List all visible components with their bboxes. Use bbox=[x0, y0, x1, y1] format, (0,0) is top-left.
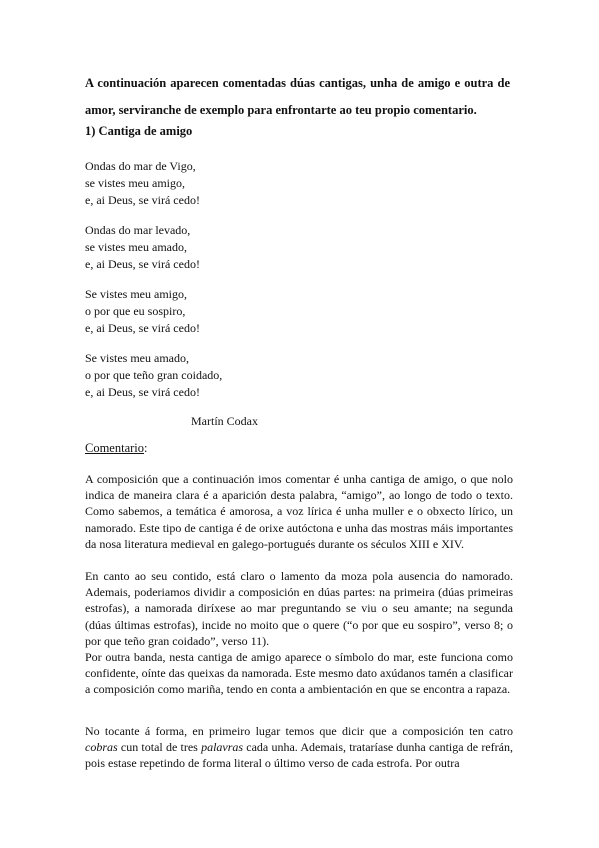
poem-stanza-1 bbox=[85, 158, 200, 209]
poem-stanza-3 bbox=[85, 286, 200, 337]
poem-verse: Se vistes meu amigo, bbox=[85, 287, 187, 301]
poem-stanza-4 bbox=[85, 350, 222, 401]
poem-verse: e, ai Deus, se virá cedo! bbox=[85, 257, 200, 271]
commentary-paragraph-3: Por outra banda, nesta cantiga de amigo aparece o símbolo do mar, este funciona como confidente, oínte das queixas da namorada. Este mesmo dato axúdanos tamén a clasificar a composición como mariña, tendo en conta a ambientación en que se encontra a rapaza. bbox=[85, 650, 513, 697]
poem-verse: Ondas do mar levado, bbox=[85, 223, 191, 237]
poem-verse: e, ai Deus, se virá cedo! bbox=[85, 385, 200, 399]
poem-verse: se vistes meu amado, bbox=[85, 240, 187, 254]
poem-verse: Se vistes meu amado, bbox=[85, 351, 189, 365]
section-heading: 1) Cantiga de amigo bbox=[85, 124, 193, 138]
paragraph-text: cun total de tres bbox=[117, 740, 202, 755]
commentary-label bbox=[85, 441, 148, 456]
commentary-paragraph-1: A composición que a continuación imos comentar é unha cantiga de amigo, o que nolo indica de maneira clara é a aparición desta palabra, “amigo”, ao longo de todo o texto. Como sabemos, a temática é amorosa, a voz lírica é unha muller e o obxecto lírico, un namorado. Este tipo de cantiga é de orixe autóctona e unha das mostras máis importantes da nosa literatura medieval en galego-portugués durante os séculos XIII e XIV. bbox=[85, 472, 513, 551]
poem-verse: se vistes meu amigo, bbox=[85, 176, 185, 190]
poem-verse: e, ai Deus, se virá cedo! bbox=[85, 193, 200, 207]
italic-term: palavras bbox=[201, 740, 244, 755]
poem-verse: e, ai Deus, se virá cedo! bbox=[85, 321, 200, 335]
commentary-label-text: Comentario bbox=[85, 441, 145, 455]
poem-verse: o por que teño gran coidado, bbox=[85, 368, 223, 382]
paragraph-text: cada unha. Ademais, trataríase dunha cantiga de refrán, pois estase repetindo de forma literal o último verso de cada estrofa. Por outra bbox=[85, 740, 513, 771]
poem-author: Martín Codax bbox=[191, 414, 258, 428]
intro-paragraph: A continuación aparecen comentadas dúas cantigas, unha de amigo e outra de amor, serviranche de exemplo para enfrontarte ao teu propio comentario. bbox=[85, 76, 510, 117]
italic-term: cobras bbox=[85, 740, 118, 755]
commentary-label-colon: : bbox=[144, 441, 148, 455]
commentary-paragraph-4 bbox=[85, 723, 513, 772]
paragraph-text: No tocante á forma, en primeiro lugar temos que dicir que a composición ten catro bbox=[85, 724, 513, 738]
commentary-paragraph-2: En canto ao seu contido, está claro o lamento da moza pola ausencia do namorado. Ademais, poderiamos dividir a composición en dúas partes: na primeira (dúas primeiras estrofas), a namorada diríxese ao mar preguntando se viu o seu amante; na segunda (dúas últimas estrofas), incide no moito que o quere (“o por que eu sospiro”, verso 8; o por que teño gran coidado”, verso 11). bbox=[85, 569, 513, 648]
poem-stanza-2 bbox=[85, 222, 200, 273]
poem-verse: o por que eu sospiro, bbox=[85, 304, 186, 318]
poem-verse: Ondas do mar de Vigo, bbox=[85, 159, 196, 173]
